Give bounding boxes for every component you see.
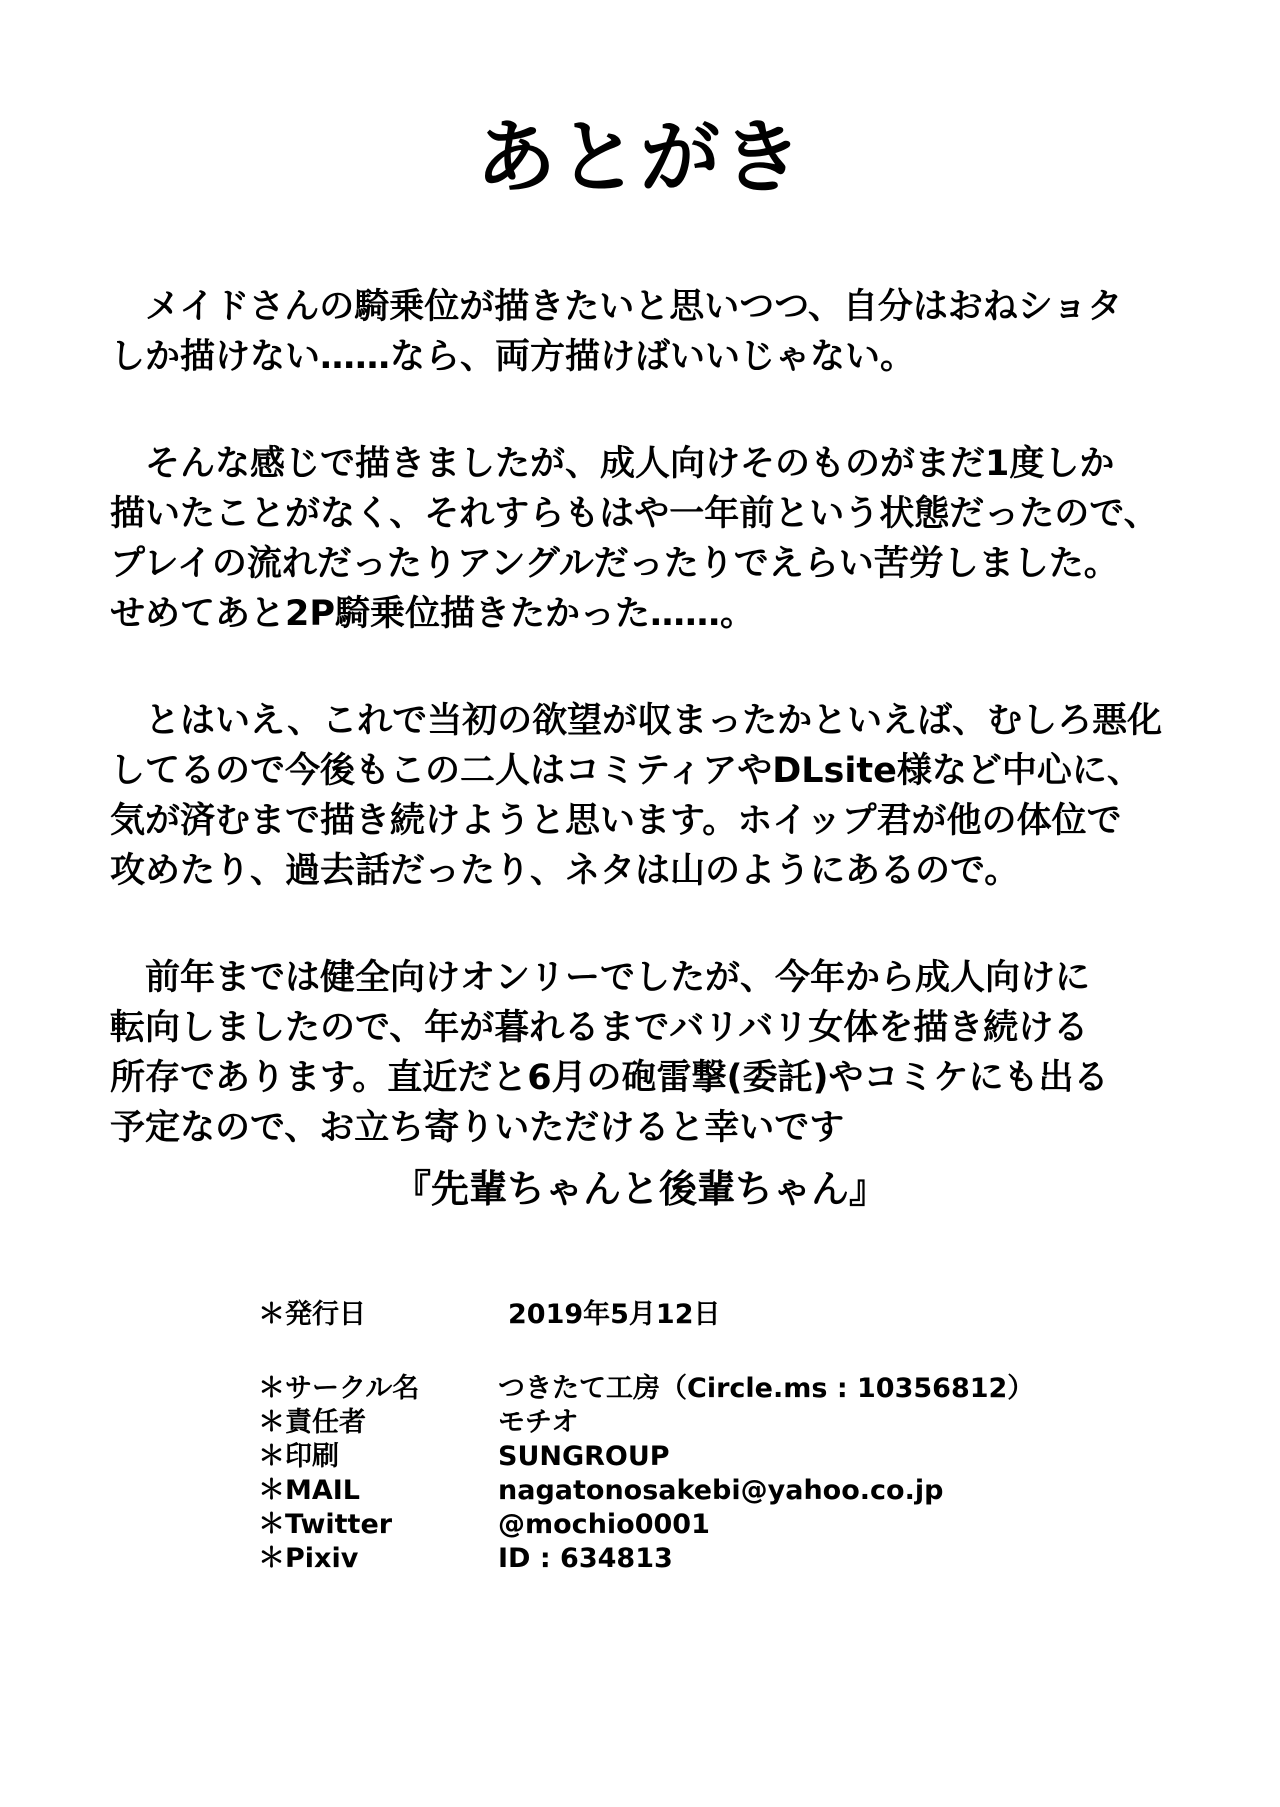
paragraph-line: 予定なので、お立ち寄りいただけると幸いです bbox=[110, 1108, 845, 1148]
afterword-body bbox=[110, 282, 1210, 1210]
paragraph-2 bbox=[110, 439, 1210, 639]
colophon-value: ID : 634813 bbox=[498, 1543, 673, 1574]
paragraph-line: 描いたことがなく、それすらもはや一年前という状態だったので、 bbox=[110, 494, 1159, 534]
paragraph-line: 転向しましたので、年が暮れるまでバリバリ女体を描き続ける bbox=[110, 1008, 1089, 1048]
colophon-row-printing bbox=[258, 1440, 1118, 1474]
colophon-label: ＊MAIL bbox=[258, 1475, 361, 1506]
paragraph-line: 攻めたり、過去話だったり、ネタは山のようにあるので。 bbox=[110, 851, 1020, 891]
book-title: 『先輩ちゃんと後輩ちゃん』 bbox=[392, 1167, 887, 1211]
colophon-label: ＊印刷 bbox=[258, 1441, 339, 1472]
paragraph-line: せめてあと2P騎乗位描きたかった……。 bbox=[110, 594, 756, 634]
paragraph-4 bbox=[110, 953, 1210, 1153]
paragraph-line: 前年までは健全向けオンリーでしたが、今年から成人向けに bbox=[110, 958, 1091, 998]
paragraph-line: 所存であります。直近だと6月の砲雷撃(委託)やコミケにも出る bbox=[110, 1058, 1109, 1098]
paragraph-line: してるので今後もこの二人はコミティアやDLsite様など中心に、 bbox=[110, 751, 1142, 791]
colophon-label: ＊Pixiv bbox=[258, 1543, 359, 1574]
paragraph-line: メイドさんの騎乗位が描きたいと思いつつ、自分はおねショタ bbox=[110, 287, 1123, 327]
paragraph-line: プレイの流れだったりアングルだったりでえらい苦労しました。 bbox=[110, 544, 1119, 584]
paragraph-line: とはいえ、これで当初の欲望が収まったかといえば、むしろ悪化 bbox=[110, 701, 1163, 741]
colophon-label: ＊サークル名 bbox=[258, 1373, 420, 1404]
paragraph-3 bbox=[110, 696, 1210, 896]
page-title: あとがき bbox=[476, 111, 804, 204]
paragraph-line: 気が済むまで描き続けようと思います。ホイップ君が他の体位で bbox=[110, 801, 1122, 841]
paragraph-line: しか描けない……なら、両方描けばいいじゃない。 bbox=[110, 337, 916, 377]
colophon-row-pixiv bbox=[258, 1542, 1118, 1576]
colophon-row-release-date bbox=[258, 1298, 1118, 1332]
colophon-row-responsible bbox=[258, 1406, 1118, 1440]
colophon-row-twitter bbox=[258, 1508, 1118, 1542]
paragraph-1 bbox=[110, 282, 1210, 382]
colophon-value: 2019年5月12日 bbox=[508, 1299, 721, 1330]
paragraph-line: そんな感じで描きましたが、成人向けそのものがまだ1度しか bbox=[110, 444, 1115, 484]
colophon-value: @mochio0001 bbox=[498, 1509, 710, 1540]
colophon-row-mail bbox=[258, 1474, 1118, 1508]
colophon-value: つきたて工房（Circle.ms : 10356812） bbox=[498, 1373, 1035, 1404]
colophon-label: ＊責任者 bbox=[258, 1407, 366, 1438]
colophon bbox=[258, 1298, 1118, 1576]
colophon-label: ＊Twitter bbox=[258, 1509, 393, 1540]
colophon-value: nagatonosakebi@yahoo.co.jp bbox=[498, 1475, 944, 1506]
colophon-label: ＊発行日 bbox=[258, 1299, 366, 1330]
colophon-value: SUNGROUP bbox=[498, 1441, 670, 1472]
colophon-row-circle bbox=[258, 1372, 1118, 1406]
colophon-value: モチオ bbox=[498, 1407, 579, 1438]
